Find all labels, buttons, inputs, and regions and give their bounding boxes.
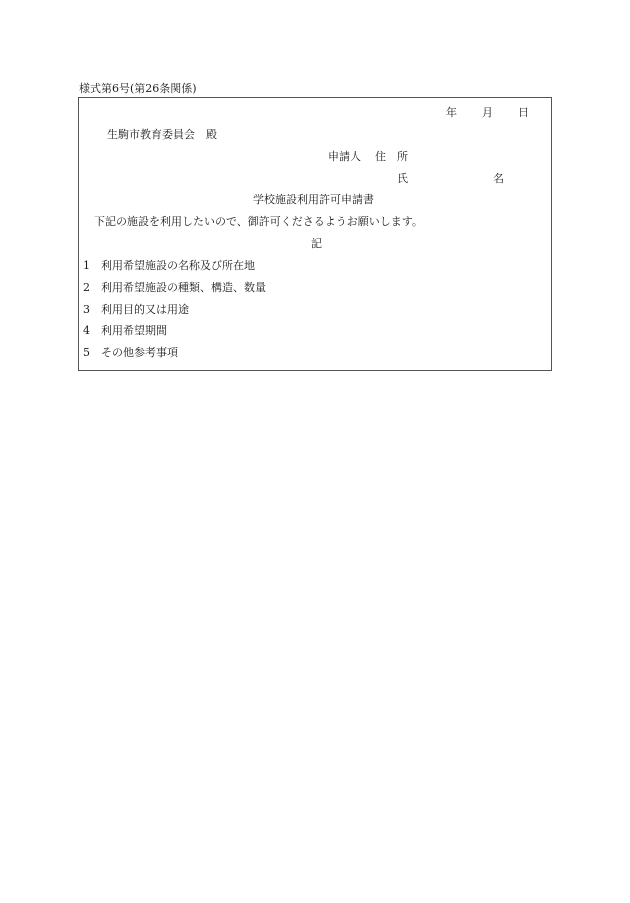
form-title: 学校施設利用許可申請書 [253, 193, 374, 206]
item-number: 5 [83, 346, 90, 359]
item-text: 利用希望施設の名称及び所在地 [101, 259, 255, 272]
form-number-label: 様式第6号(第26条関係) [79, 82, 197, 95]
applicant-label: 申請人 [328, 150, 361, 163]
date-month-label: 月 [482, 106, 493, 119]
item-number: 2 [83, 281, 90, 294]
list-item [83, 303, 189, 317]
list-item [83, 346, 178, 360]
applicant-address-label: 住 所 [375, 150, 408, 163]
date-year-label: 年 [446, 106, 457, 119]
applicant-name-last-char: 名 [493, 172, 504, 185]
item-text: 利用目的又は用途 [101, 303, 189, 316]
list-item [83, 281, 266, 295]
list-item [83, 259, 255, 273]
addressee: 生駒市教育委員会 殿 [107, 128, 217, 141]
item-number: 3 [83, 303, 90, 316]
item-text: 利用希望期間 [101, 324, 167, 337]
request-text: 下記の施設を利用したいので、御許可くださるようお願いします。 [94, 215, 423, 228]
item-text: 利用希望施設の種類、構造、数量 [101, 281, 266, 294]
item-number: 4 [83, 324, 90, 337]
item-number: 1 [83, 259, 90, 272]
list-item [83, 324, 167, 338]
item-text: その他参考事項 [101, 346, 178, 359]
applicant-name-first-char: 氏 [397, 172, 408, 185]
record-heading: 記 [311, 237, 322, 250]
date-day-label: 日 [518, 106, 529, 119]
